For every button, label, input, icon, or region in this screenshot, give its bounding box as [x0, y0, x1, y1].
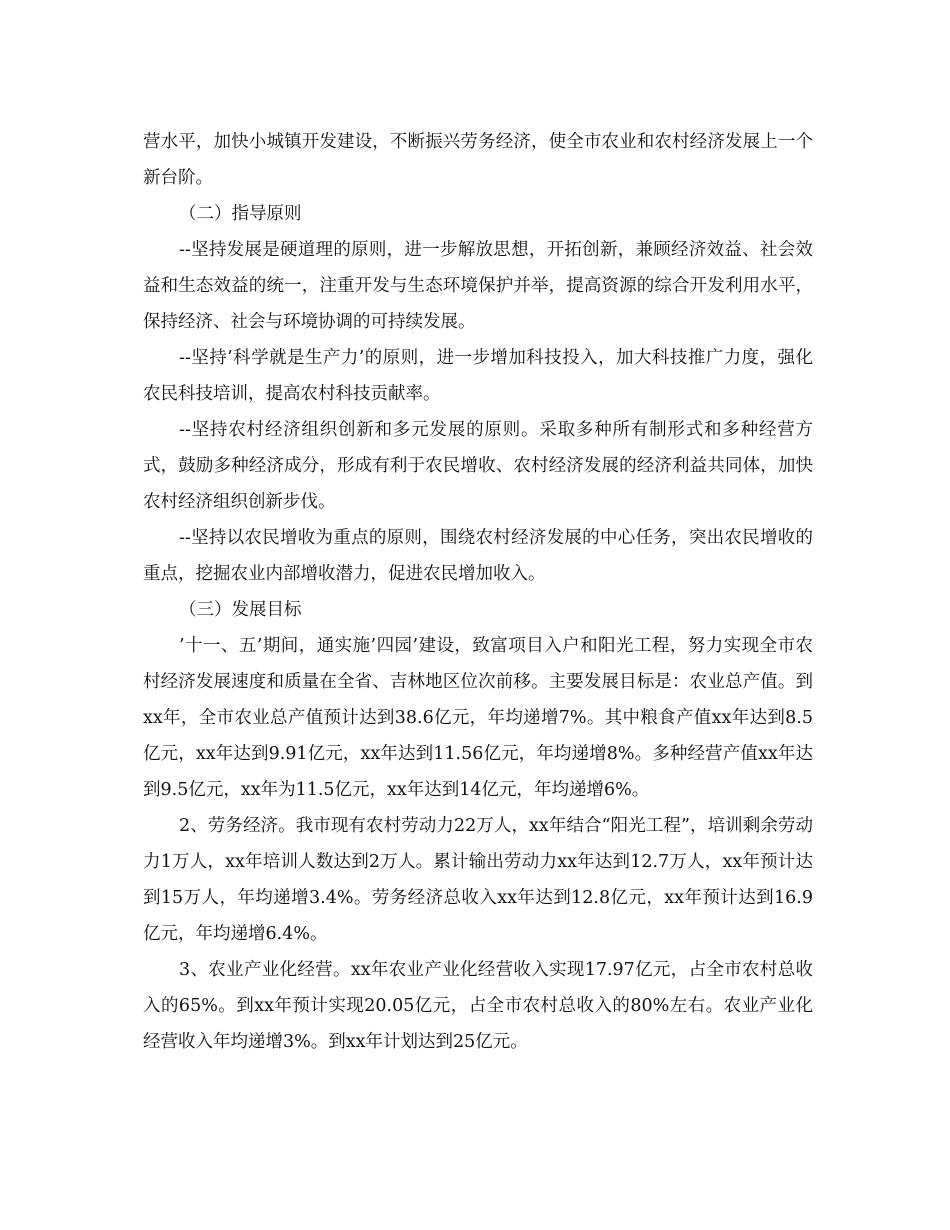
- paragraph-goal-agricultural-output: ’十一、五’期间，通实施’四园’建设，致富项目入户和阳光工程，努力实现全市农村经济发展速度和质量在全省、吉林地区位次前移。主要发展目标是：农业总产值。到xx年，全市农业总产值预计达到38.6亿元，年均递增7%。其中粮食产值xx年达到8.5亿元，xx年达到9.91亿元，xx年达到11.56亿元，年均递增8%。多种经营产值xx年达到9.5亿元，xx年为11.5亿元，xx年达到14亿元，年均递增6%。: [143, 636, 813, 800]
- section-heading-development-goals: （三）发展目标: [179, 600, 302, 620]
- paragraph-intro-continuation: 营水平，加快小城镇开发建设，不断振兴劳务经济，使全市农业和农村经济发展上一个新台阶。: [143, 132, 813, 188]
- section-heading-guiding-principles: （二）指导原则: [179, 204, 302, 224]
- paragraph-principle-income: --坚持以农民增收为重点的原则，围绕农村经济发展的中心任务，突出农民增收的重点，挖掘农业内部增收潜力，促进农民增加收入。: [143, 528, 813, 584]
- paragraph-goal-labor-economy: 2、劳务经济。我市现有农村劳动力22万人，xx年结合“阳光工程”，培训剩余劳动力1万人，xx年培训人数达到2万人。累计输出劳动力xx年达到12.7万人，xx年预计达到15万人，年均递增3.4%。劳务经济总收入xx年达到12.8亿元，xx年预计达到16.9亿元，年均递增6.4%。: [143, 816, 813, 944]
- paragraph-principle-science: --坚持’科学就是生产力’的原则，进一步增加科技投入，加大科技推广力度，强化农民科技培训，提高农村科技贡献率。: [143, 348, 813, 404]
- paragraph-principle-organization: --坚持农村经济组织创新和多元发展的原则。采取多种所有制形式和多种经营方式，鼓励多种经济成分，形成有利于农民增收、农村经济发展的经济利益共同体，加快农村经济组织创新步伐。: [143, 420, 813, 512]
- document-body: [143, 124, 813, 1060]
- paragraph-principle-development: --坚持发展是硬道理的原则，进一步解放思想，开拓创新，兼顾经济效益、社会效益和生态效益的统一，注重开发与生态环境保护并举，提高资源的综合开发利用水平，保持经济、社会与环境协调的可持续发展。: [143, 240, 813, 332]
- paragraph-goal-industrialization: 3、农业产业化经营。xx年农业产业化经营收入实现17.97亿元，占全市农村总收入的65%。到xx年预计实现20.05亿元，占全市农村总收入的80%左右。农业产业化经营收入年均递增3%。到xx年计划达到25亿元。: [143, 960, 813, 1052]
